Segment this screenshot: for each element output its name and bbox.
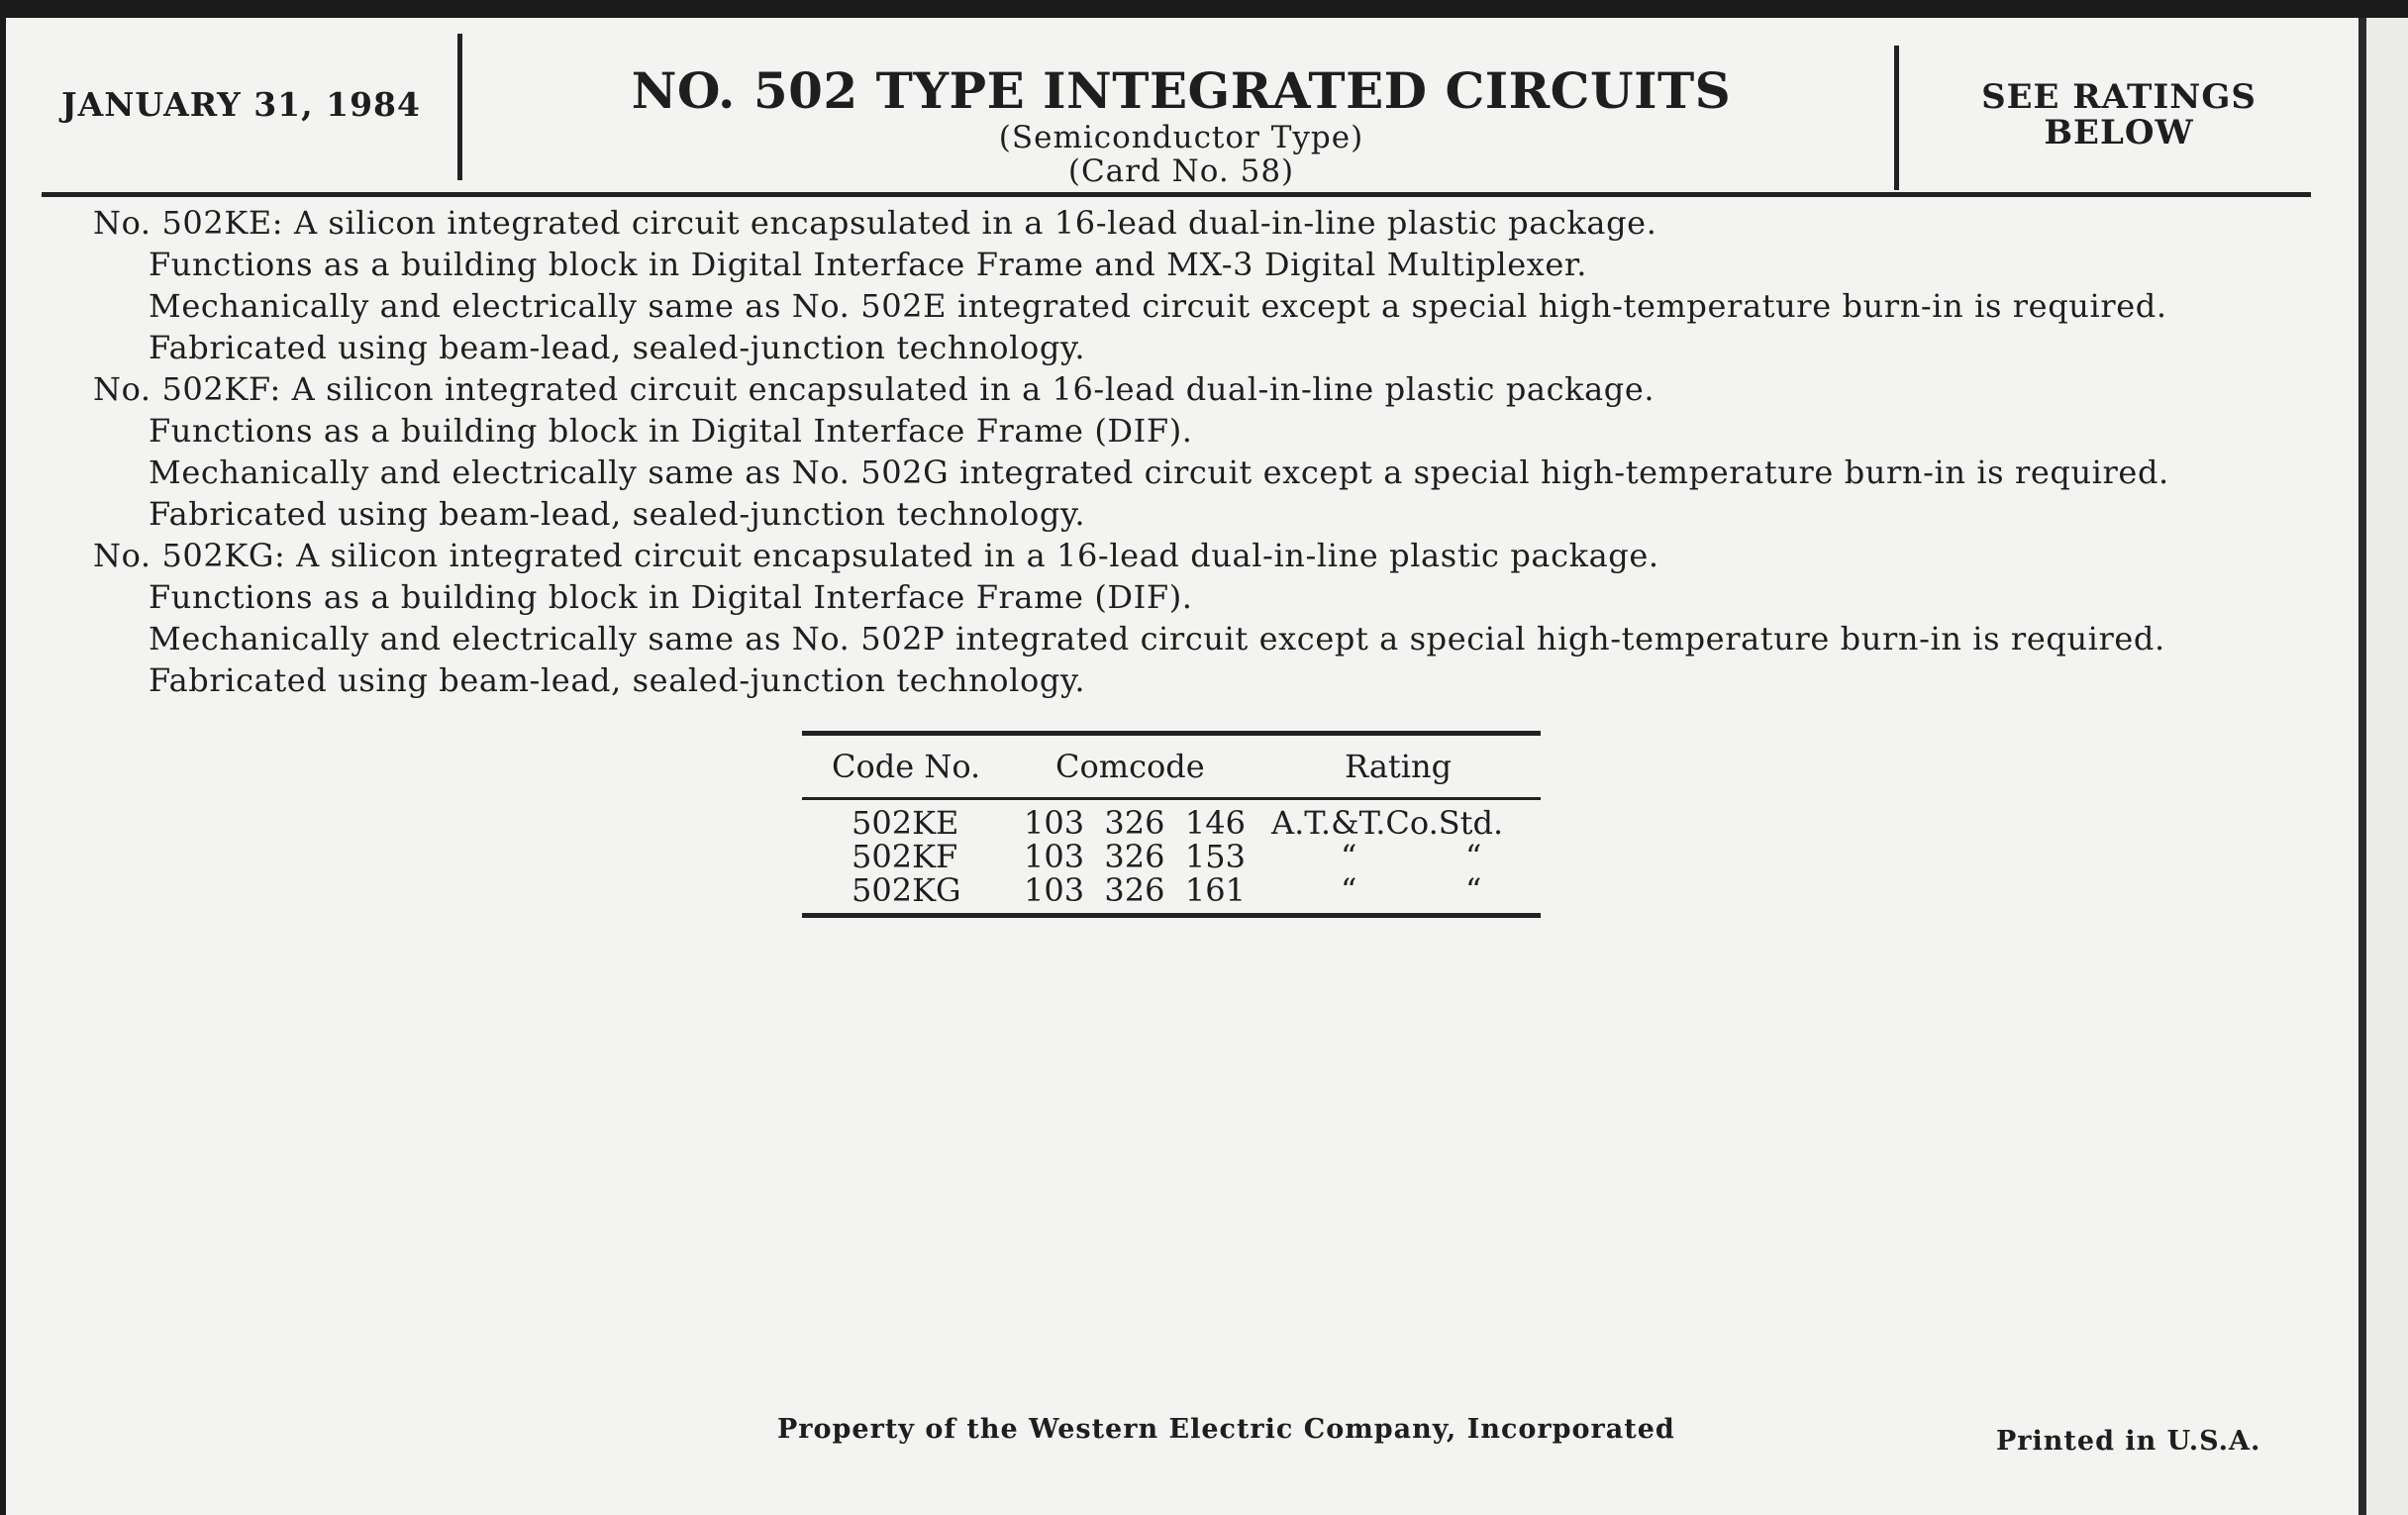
entry-line: Mechanically and electrically same as No. 502G integrated circuit except a special high-temperature burn-in is required. — [149, 454, 2169, 491]
description-block — [93, 202, 2311, 701]
ratings-note — [1941, 79, 2297, 151]
cell-rating-ditto: “ — [1465, 871, 1482, 909]
cell-rating-ditto: “ — [1341, 871, 1357, 909]
cell-code: 502KE — [852, 804, 959, 842]
col-header-rating: Rating — [1345, 748, 1453, 785]
card-date: JANUARY 31, 1984 — [61, 85, 421, 124]
ratings-table — [802, 731, 1541, 918]
cell-code: 502KF — [852, 838, 958, 875]
header-divider-right — [1894, 46, 1899, 190]
table-body — [802, 800, 1541, 913]
ratings-note-line2: BELOW — [2044, 113, 2194, 152]
cell-rating: A.T.&T.Co.Std. — [1271, 804, 1504, 842]
cell-comcode: 103 326 161 — [1024, 871, 1246, 909]
entry-line: Fabricated using beam-lead, sealed-junction technology. — [149, 329, 1086, 366]
header-center — [463, 61, 1899, 188]
property-notice: Property of the Western Electric Company, Incorporated — [777, 1414, 1675, 1445]
col-header-comcode: Comcode — [1055, 748, 1205, 785]
cell-code: 502KG — [852, 871, 961, 909]
entry-lead: No. 502KE: A silicon integrated circuit encapsulated in a 16-lead dual-in-line plastic package. — [93, 204, 1657, 242]
printed-notice: Printed in U.S.A. — [1996, 1426, 2261, 1457]
header-rule — [42, 192, 2311, 197]
cell-rating-ditto: “ — [1341, 838, 1357, 875]
entry-line: Mechanically and electrically same as No. 502E integrated circuit except a special high-temperature burn-in is required. — [149, 287, 2167, 325]
table-row — [802, 804, 1541, 842]
card-edge-line — [2358, 18, 2366, 1515]
table-bottom-rule — [802, 913, 1541, 918]
col-header-code: Code No. — [832, 748, 981, 785]
table-header — [802, 736, 1541, 797]
table-row — [802, 871, 1541, 909]
entry-line: Functions as a building block in Digital Interface Frame (DIF). — [149, 412, 1193, 450]
page-title: NO. 502 TYPE INTEGRATED CIRCUITS — [631, 61, 1732, 120]
entry-lead: No. 502KG: A silicon integrated circuit encapsulated in a 16-lead dual-in-line plastic package. — [93, 537, 1659, 574]
entry-502kg — [93, 535, 2311, 701]
entry-line: Fabricated using beam-lead, sealed-junction technology. — [149, 495, 1086, 533]
table-row — [802, 838, 1541, 875]
cell-comcode: 103 326 153 — [1024, 838, 1246, 875]
entry-line: Mechanically and electrically same as No. 502P integrated circuit except a special high-temperature burn-in is required. — [149, 620, 2165, 657]
entry-line: Functions as a building block in Digital Interface Frame (DIF). — [149, 578, 1193, 616]
entry-lead: No. 502KF: A silicon integrated circuit encapsulated in a 16-lead dual-in-line plastic package. — [93, 370, 1656, 408]
entry-502kf — [93, 368, 2311, 535]
card-number: (Card No. 58) — [1067, 153, 1295, 189]
entry-line: Fabricated using beam-lead, sealed-junction technology. — [149, 661, 1086, 699]
cell-rating-ditto: “ — [1465, 838, 1482, 875]
entry-502ke — [93, 202, 2311, 368]
ratings-note-line1: SEE RATINGS — [1981, 77, 2257, 117]
page-subtitle: (Semiconductor Type) — [998, 120, 1364, 155]
entry-line: Functions as a building block in Digital Interface Frame and MX-3 Digital Multiplexer. — [149, 246, 1588, 283]
header-divider-left — [457, 34, 462, 180]
cell-comcode: 103 326 146 — [1024, 804, 1246, 842]
